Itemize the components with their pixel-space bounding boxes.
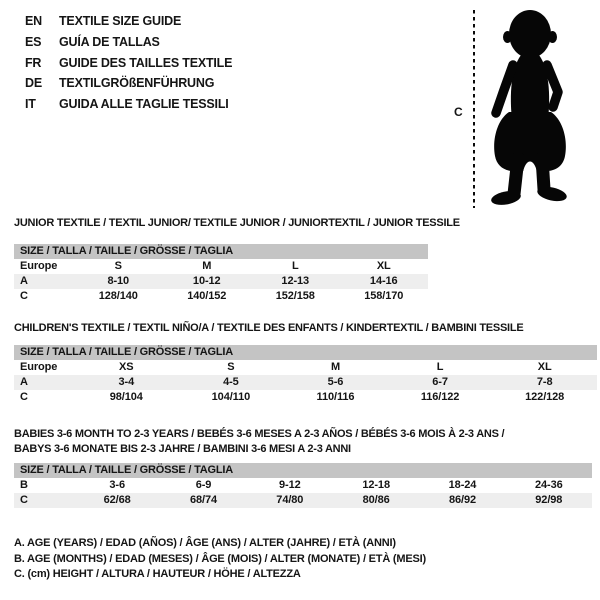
- size-cell: 62/68: [103, 494, 131, 506]
- section-title-line: JUNIOR TEXTILE / TEXTIL JUNIOR/ TEXTILE JUNIOR / JUNIORTEXTIL / JUNIOR TESSILE: [14, 217, 460, 229]
- table-row: [14, 390, 597, 405]
- size-cell: L: [436, 361, 444, 373]
- language-row: [25, 11, 232, 32]
- table-row: [14, 289, 428, 304]
- language-row: [25, 73, 232, 94]
- size-cell: M: [330, 361, 341, 373]
- size-cell: XL: [537, 361, 552, 373]
- table-row: [14, 493, 592, 508]
- size-cell: 18-24: [448, 479, 477, 491]
- table-row: [14, 360, 597, 375]
- footnote-line: B. AGE (MONTHS) / EDAD (MESES) / ÂGE (MOIS) / ALTER (MONATE) / ETÀ (MESI): [14, 552, 426, 565]
- size-cell: 7-8: [536, 376, 553, 388]
- size-cell: 5-6: [327, 376, 344, 388]
- size-cell: 12-13: [281, 275, 310, 287]
- size-cell: 128/140: [98, 290, 138, 302]
- row-label: Europe: [20, 361, 58, 373]
- size-cell: 68/74: [189, 494, 217, 506]
- language-code: IT: [25, 97, 36, 112]
- size-cell: 6-9: [195, 479, 212, 491]
- footnote-line: A. AGE (YEARS) / EDAD (AÑOS) / ÂGE (ANS) / ALTER (JAHRE) / ETÀ (ANNI): [14, 537, 396, 549]
- language-label: TEXTILGRÖßENFÜHRUNG: [59, 76, 215, 91]
- size-cell: S: [114, 260, 122, 272]
- language-label: GUIDE DES TAILLES TEXTILE: [59, 55, 233, 70]
- size-cell: 74/80: [276, 494, 304, 506]
- babies-textile-section: [14, 427, 592, 508]
- section-title-line: BABYS 3-6 MONATE BIS 2-3 JAHRE / BAMBINI 3-6 MESI A 2-3 ANNI: [14, 443, 351, 455]
- row-label: A: [20, 275, 28, 287]
- row-label: B: [20, 479, 28, 491]
- language-row: [25, 94, 232, 115]
- language-label: TEXTILE SIZE GUIDE: [59, 14, 182, 28]
- language-row: [25, 32, 232, 53]
- language-code: ES: [25, 34, 42, 49]
- size-table: [14, 345, 597, 405]
- dashed-measure-line: [473, 10, 475, 208]
- language-row: [25, 53, 232, 74]
- size-table: [14, 244, 428, 304]
- size-cell: 158/170: [364, 290, 404, 302]
- size-cell: 116/122: [420, 391, 460, 403]
- size-cell: 24-36: [534, 479, 563, 491]
- table-row: [14, 375, 597, 390]
- size-cell: L: [291, 260, 299, 272]
- size-table-header: SIZE / TALLA / TAILLE / GRÖSSE / TAGLIA: [14, 244, 428, 259]
- language-label: GUIDA ALLE TAGLIE TESSILI: [59, 97, 229, 112]
- language-list: [25, 11, 232, 115]
- size-table: [14, 463, 592, 508]
- size-cell: 104/110: [211, 391, 251, 403]
- size-cell: 3-4: [118, 376, 135, 388]
- size-cell: 122/128: [525, 391, 565, 403]
- junior-textile-section: [14, 216, 460, 304]
- footnote-line: C. (cm) HEIGHT / ALTURA / HAUTEUR / HÖHE / ALTEZZA: [14, 568, 301, 580]
- size-cell: S: [227, 361, 235, 373]
- size-cell: 4-5: [223, 376, 239, 388]
- section-title-line: BABIES 3-6 MONTH TO 2-3 YEARS / BEBÉS 3-6 MESES A 2-3 AÑOS / BÉBÉS 3-6 MOIS À 2-3 ANS /: [14, 428, 505, 440]
- size-cell: XL: [376, 260, 391, 272]
- size-cell: 110/116: [316, 391, 355, 403]
- size-cell: 86/92: [448, 494, 476, 506]
- row-label: C: [20, 391, 28, 403]
- size-table-header: SIZE / TALLA / TAILLE / GRÖSSE / TAGLIA: [14, 463, 592, 478]
- row-label: C: [20, 290, 28, 302]
- size-table-header: SIZE / TALLA / TAILLE / GRÖSSE / TAGLIA: [14, 345, 597, 360]
- table-row: [14, 259, 428, 274]
- language-code: FR: [25, 55, 42, 70]
- size-cell: XS: [119, 361, 134, 373]
- size-cell: 10-12: [192, 275, 221, 287]
- section-title-line: CHILDREN'S TEXTILE / TEXTIL NIÑO/A / TEXTILE DES ENFANTS / KINDERTEXTIL / BAMBINI TESSILE: [14, 322, 524, 334]
- footnote-list: [14, 536, 426, 583]
- language-code: EN: [25, 14, 42, 28]
- size-cell: 14-16: [369, 275, 398, 287]
- section-title: [14, 216, 460, 231]
- measure-label-c: C: [454, 105, 463, 119]
- section-title: [14, 427, 592, 457]
- size-cell: M: [202, 260, 212, 272]
- baby-silhouette-image: [480, 8, 580, 208]
- size-cell: 3-6: [109, 479, 125, 491]
- size-cell: 80/86: [362, 494, 390, 506]
- size-cell: 140/152: [187, 290, 227, 302]
- language-label: GUÍA DE TALLAS: [59, 34, 160, 49]
- childrens-textile-section: [14, 321, 597, 405]
- size-cell: 98/104: [109, 391, 143, 403]
- size-cell: 92/98: [535, 494, 563, 506]
- row-label: A: [20, 376, 28, 388]
- size-cell: 9-12: [279, 479, 301, 491]
- row-label: Europe: [20, 260, 58, 272]
- size-cell: 8-10: [107, 275, 130, 287]
- language-code: DE: [25, 76, 42, 91]
- size-cell: 12-18: [362, 479, 390, 491]
- table-row: [14, 478, 592, 493]
- size-cell: 152/158: [275, 290, 315, 302]
- table-row: [14, 274, 428, 289]
- row-label: C: [20, 494, 28, 506]
- section-title: [14, 321, 597, 336]
- size-cell: 6-7: [432, 376, 448, 388]
